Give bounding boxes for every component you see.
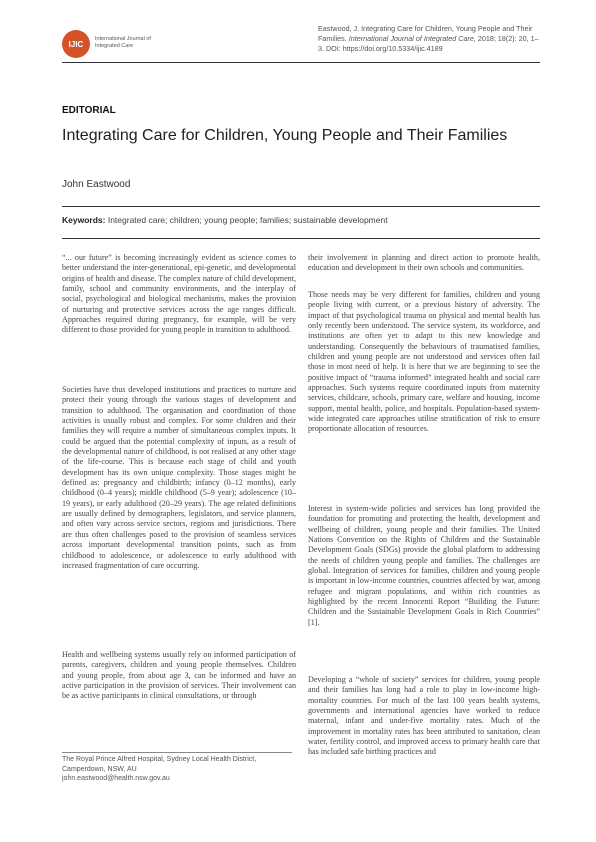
keywords-top-divider: [62, 206, 540, 207]
keywords: [62, 215, 540, 225]
journal-logo: [62, 30, 172, 60]
right-paragraph-2: Those needs may be very different for families, children and young people living with current, or a previous history of adversity. The impact of that psychological trauma on physical and mental health has only recently been understood. The service system, its workforce, and institutions are often yet to adapt to this new knowledge and understanding. Consequently the behaviours of traumatised families, children and young people are not understood and services often fail those in most need of help. It is here that we are beginning to see the positive impact of “trauma informed” integrated health and social care approaches. Such systems require coordinated inputs from maternity services, childcare, schools, primary care, welfare and housing, income support, mental health, police, and hospitals. Population-based system-wide integrated care approaches utilise stratification of risk to ensure proportionate allocation of resources.: [308, 290, 540, 434]
author-name: John Eastwood: [62, 179, 131, 190]
footnote-rule: [62, 752, 292, 753]
affiliation-footnote: [62, 752, 292, 784]
journal-logo-text: International Journal of Integrated Care: [95, 36, 151, 49]
left-paragraph-3: Health and wellbeing systems usually rely on informed participation of parents, caregivers, children and young people themselves. Children and young people, from about age 3, can be informed and have an active participation in the provision of services. Their involvement can be as active participants in clinical consultations, or through: [62, 650, 296, 701]
citation: [318, 24, 540, 55]
article-title: Integrating Care for Children, Young People and Their Families: [62, 127, 508, 144]
header-divider: [62, 62, 540, 63]
journal-logo-mark: IJIC: [62, 30, 90, 58]
affiliation-text: The Royal Prince Alfred Hospital, Sydney Local Health District, Camperdown, NSW, AU: [62, 756, 257, 773]
right-paragraph-3: Interest in system-wide policies and services has long provided the foundation for promoting and protecting the health, development and wellbeing of children, young people and their families. The United Nations Convention on the Rights of Children and the Sustainable Development Goals (SDGs) provide the global platform to addressing the needs of children young people and families. The challenges are global. Integration of services for families, children and young people is important in low-income countries, countries affected by war, among refugee and migrant populations, and within rich countries as highlighted by the recent Innocenti Report “Building the Future: Children and the Sustainable Development Goals in Rich Countries” [1].: [308, 504, 540, 627]
left-paragraph-1: “... our future” is becoming increasingly evident as science comes to better understand the inter-generational, epi-genetic, and developmental origins of health and disease. The complex nature of child development, family, school and community environments, and the interplay of social, psychological and biological mechanisms, makes the provision of nurturing and protective services across the age ranges difficult. Approaches required during pregnancy, for example, will be very different to those provided for young people in transition to adulthood.: [62, 253, 296, 335]
keywords-list: Integrated care; children; young people; families; sustainable development: [107, 215, 388, 225]
citation-journal: International Journal of Integrated Care,: [348, 34, 476, 44]
left-paragraph-2: Societies have thus developed institutions and practices to nurture and protect their young through the various stages of development and transition to adulthood. The organisation and coordination of those activities is usually robust and complex. For some children and their families they will require a number of simultaneous complex inputs. It could be argued that the potential complexity of inputs, as a result of the developmental nature of childhood, is not realised at any other stage of the life-course. This is because each stage of child and youth development has its own unique complexity. Those stages might be defined as: pregnancy and childbirth; infancy (0–12 months), early childhood (0–4 years); middle childhood (5–9 year); adolescence (10–19 years), or early adulthood (20–29 years). The age related definitions are usually defined by demographers, legislators, and service planners, and often vary across service sectors, regions and jurisdictions. There are thus often challenges posed to the provision of seamless services across important developmental transition points, such as from childhood to adolescence, or adolescence to early adulthood with increased fragmentation of care occurring.: [62, 385, 296, 570]
citation-suffix: 2018; 18(2): 20, 1–3. DOI: https://doi.org/10.5334/ijic.4189: [318, 34, 539, 54]
right-paragraph-1: their involvement in planning and direct action to promote health, education and development in their own schools and communities.: [308, 253, 540, 273]
citation-prefix: Eastwood, J. Integrating Care for Children, Young People and Their Families.: [318, 24, 533, 44]
author-email-link[interactable]: john.eastwood@health.nsw.gov.au: [62, 775, 170, 782]
keywords-label: Keywords:: [62, 215, 106, 225]
keywords-bottom-divider: [62, 238, 540, 239]
right-paragraph-4: Developing a “whole of society” services for children, young people and their families has long had a role to play in low-income high-mortality countries. For much of the last 100 years health systems, governments and international agencies have worked to reduce maternal, infant and under-five mortality rates. Much of the improvement in mortality rates has been attributed to sanitation, clean water, fertility control, and improved access to primary health care that has included safe birthing practices and: [308, 675, 540, 757]
section-label: EDITORIAL: [62, 105, 116, 116]
